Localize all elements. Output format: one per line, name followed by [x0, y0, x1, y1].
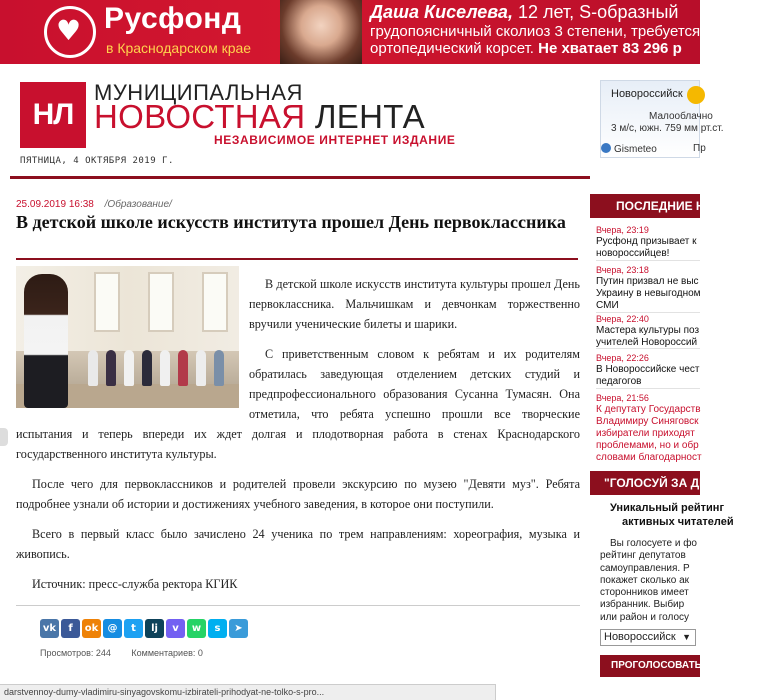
banner-text-line: грудопоясничный сколиоз 3 степени, требуется [370, 23, 701, 40]
article-paragraph: В детской школе искусств института культуры прошел День первоклассника. Мальчишкам и девчонкам торжественно вручили ученические билеты и шарики. [249, 277, 580, 331]
logo-line-2[interactable]: НОВОСТНАЯ ЛЕНТА [94, 98, 425, 135]
poll-text-line: Вы голосуете и фо [610, 538, 697, 549]
weather-widget[interactable] [600, 80, 724, 158]
article-stats [40, 648, 203, 658]
news-item[interactable] [596, 392, 700, 464]
poll-text-line: рейтинг депутатов [600, 550, 686, 562]
news-divider [596, 388, 700, 389]
poll-subtitle-line: активных читателей [622, 516, 734, 528]
logo-line-1[interactable]: МУНИЦИПАЛЬНАЯ [94, 80, 303, 105]
side-tab-handle[interactable] [0, 428, 8, 446]
news-headline[interactable]: педагогов [596, 376, 642, 387]
poll-text-line: или район и голосу [600, 611, 689, 623]
article-paragraph: После чего для первоклассников и родителей провели экскурсию по музею "Девяти муз". Ребята подробнее узнали об истории и достижениях учебного заведения, в которое они поступили. [16, 477, 580, 511]
news-headline[interactable]: К депутату Государств [596, 404, 701, 415]
news-divider [596, 348, 700, 349]
news-headline[interactable]: Украину в невыгодном [596, 288, 701, 299]
whatsapp-icon[interactable]: w [187, 619, 206, 638]
share-buttons [40, 619, 248, 638]
news-headline[interactable]: проблемами, но и обр [596, 440, 699, 451]
poll-description [600, 538, 700, 624]
weather-desc: Малооблачно [649, 111, 713, 122]
article-footer-divider [16, 605, 580, 606]
poll-text-line: самоуправления. Р [600, 562, 690, 574]
article-title: В детской школе искусств института прошел День первоклассника [16, 212, 566, 232]
rusfond-banner[interactable] [0, 0, 700, 64]
news-time: Вчера, 23:19 [596, 225, 649, 235]
poll-text-line: сторонников имеет [600, 587, 689, 599]
poll-text-line: покажет сколько ак [600, 574, 690, 586]
article-paragraph: Всего в первый класс было зачислено 24 ученика по трем направлениям: хореография, музыка и живопись. [16, 527, 580, 561]
news-item[interactable] [596, 313, 700, 349]
news-item[interactable] [596, 224, 700, 260]
article-datetime: 25.09.2019 16:38 [16, 199, 94, 210]
sun-icon [687, 86, 705, 104]
article-meta [16, 199, 172, 210]
comments-count[interactable]: Комментариев: 0 [131, 648, 203, 658]
telegram-icon[interactable]: ➤ [229, 619, 248, 638]
article-category-link[interactable]: /Образование/ [104, 199, 172, 210]
current-date: ПЯТНИЦА, 4 ОКТЯБРЯ 2019 Г. [20, 156, 174, 166]
news-time: Вчера, 22:40 [596, 314, 649, 324]
news-time: Вчера, 23:18 [596, 265, 649, 275]
latest-news-header: ПОСЛЕДНИЕ НОВОСТИ [590, 194, 700, 218]
banner-brand: Русфонд [104, 2, 242, 35]
article-paragraph: С приветственным словом к ребятам и их родителям обратилась заведующая отделением детских студий и предпрофессионального образования Сусанна Тумасян. Она отметила, что ребята успешно прошли все творческие испытания и теперь впереди их ждет долгая и плодотворная работа в стенах Краснодарского государственного института культуры. [16, 347, 580, 461]
news-headline[interactable]: избиратели приходят [596, 428, 695, 439]
news-headline[interactable]: Мастера культуры поз [596, 325, 700, 336]
gismeteo-icon [601, 143, 611, 153]
news-headline[interactable]: Владимиру Синяговск [596, 416, 699, 427]
weather-wind: 3 м/с, южн. 759 мм рт.ст. [611, 123, 724, 134]
weather-city[interactable]: Новороссийск [611, 88, 683, 100]
news-headline[interactable]: В Новороссийске чест [596, 364, 700, 375]
facebook-icon[interactable]: f [61, 619, 80, 638]
city-select-value: Новороссийск [604, 631, 676, 643]
news-headline[interactable]: учителей Новороссий [596, 337, 698, 348]
news-time: Вчера, 22:26 [596, 353, 649, 363]
twitter-icon[interactable]: t [124, 619, 143, 638]
news-item[interactable] [596, 352, 700, 388]
vote-button[interactable]: ПРОГОЛОСОВАТЬ ЗА [600, 655, 700, 677]
title-divider [16, 258, 578, 260]
article-body [16, 274, 580, 604]
chevron-down-icon: ▼ [682, 632, 691, 642]
viber-icon[interactable]: v [166, 619, 185, 638]
weather-more-link[interactable]: Пр [693, 143, 706, 154]
header-divider [10, 176, 590, 179]
poll-header: "ГОЛОСУЙ ЗА ДЕПУТАТА" [590, 471, 700, 495]
photo-spacer [16, 274, 249, 418]
site-logo[interactable]: НЛ [20, 82, 86, 148]
news-headline[interactable]: новороссийцев! [596, 248, 670, 259]
gismeteo-link[interactable]: Gismeteo [601, 143, 657, 155]
heart-hands-icon: ♥ [44, 6, 96, 58]
views-count: Просмотров: 244 [40, 648, 111, 658]
banner-brand-sub: в Краснодарском крае [106, 40, 252, 56]
odnoklassniki-icon[interactable]: ok [82, 619, 101, 638]
news-item[interactable] [596, 264, 700, 312]
skype-icon[interactable]: s [208, 619, 227, 638]
city-select[interactable] [600, 629, 696, 646]
logo-tagline: НЕЗАВИСИМОЕ ИНТЕРНЕТ ИЗДАНИЕ [214, 133, 456, 147]
livejournal-icon[interactable]: lj [145, 619, 164, 638]
news-time: Вчера, 21:56 [596, 393, 649, 403]
news-divider [596, 260, 700, 261]
moimir-icon[interactable]: @ [103, 619, 122, 638]
banner-headline: Даша Киселева, 12 лет, S-образный [370, 2, 679, 22]
vk-icon[interactable]: vk [40, 619, 59, 638]
browser-status-url: darstvennoy-dumy-vladimiru-sinyagovskomu-izbirateli-prihodyat-ne-tolko-s-pro... [0, 684, 496, 700]
banner-photo [280, 0, 362, 64]
news-headline[interactable]: СМИ [596, 300, 619, 311]
news-headline[interactable]: Путин призвал не выс [596, 276, 699, 287]
article-source: Источник: пресс-служба ректора КГИК [32, 577, 238, 591]
banner-text-line: ортопедический корсет. Не хватает 83 296 р [370, 40, 682, 57]
poll-text-line: избранник. Выбир [600, 599, 685, 611]
news-headline[interactable]: Русфонд призывает к [596, 236, 697, 247]
news-headline[interactable]: словами благодарност [596, 452, 702, 463]
poll-subtitle-line: Уникальный рейтинг [610, 502, 725, 514]
poll-subtitle [610, 501, 734, 529]
